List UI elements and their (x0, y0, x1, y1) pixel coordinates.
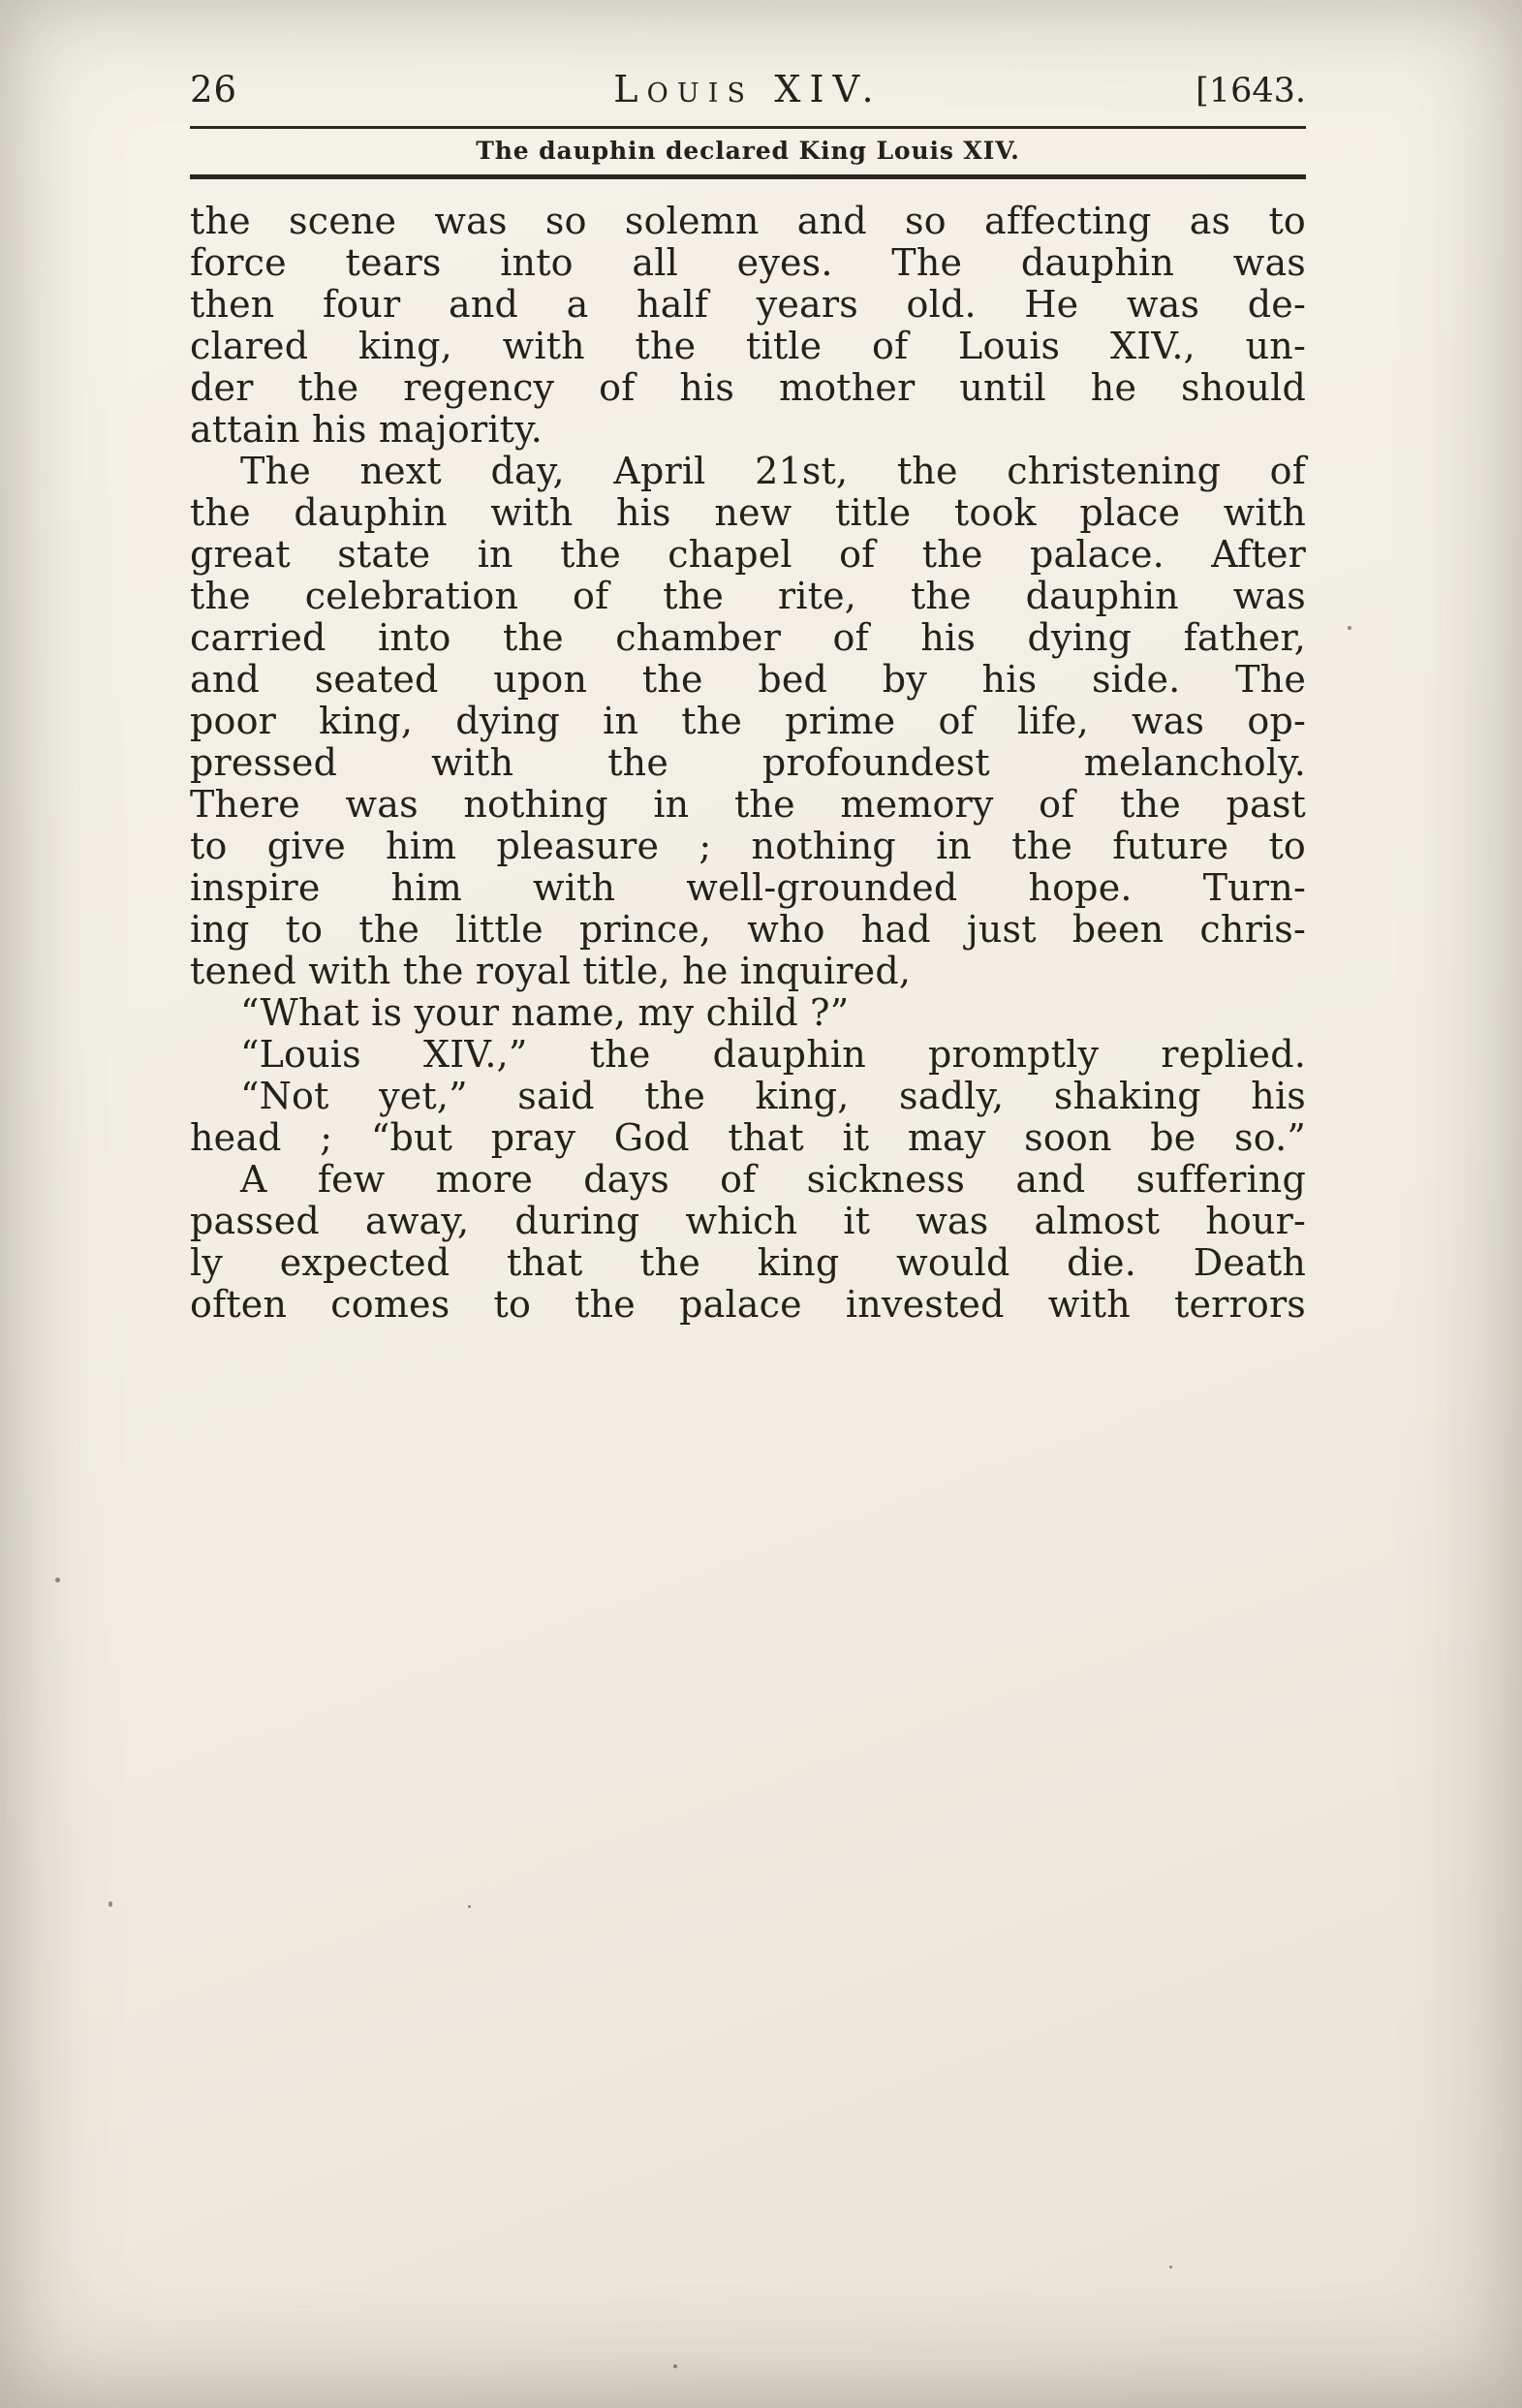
text-line: The next day, April 21st, the christening of (240, 450, 1306, 492)
text-line: to give him pleasure ; nothing in the future to (190, 825, 1306, 867)
paragraph (190, 1076, 1306, 1159)
text-line: often comes to the palace invested with terrors (190, 1283, 1306, 1326)
text-line: ing to the little prince, who had just been chris- (190, 908, 1306, 951)
text-line: the celebration of the rite, the dauphin was (190, 575, 1306, 617)
text-line: carried into the chamber of his dying father, (190, 616, 1306, 659)
text-line: inspire him with well-grounded hope. Turn- (190, 866, 1306, 909)
scan-speck (673, 2364, 677, 2368)
text-line: A few more days of sickness and suffering (240, 1158, 1306, 1201)
header-rule-thick (190, 174, 1306, 179)
page-header (190, 68, 1306, 110)
scan-speck (109, 1901, 112, 1907)
text-line: der the regency of his mother until he should (190, 366, 1306, 409)
text-line: head ; “but pray God that it may soon be so.” (190, 1116, 1306, 1159)
text-line: attain his majority. (190, 408, 544, 451)
text-line: There was nothing in the memory of the past (190, 783, 1306, 826)
text-line: and seated upon the bed by his side. The (190, 658, 1306, 701)
text-line: the dauphin with his new title took place with (190, 491, 1306, 534)
text-block (190, 68, 1306, 1326)
scan-speck (55, 1578, 60, 1582)
text-line: “Louis XIV.,” the dauphin promptly replied. (240, 1033, 1306, 1076)
text-line: force tears into all eyes. The dauphin was (190, 241, 1306, 284)
text-line: “What is your name, my child ?” (240, 991, 850, 1034)
running-title: Louis XIV. (613, 68, 883, 110)
header-rule-thin (190, 126, 1306, 129)
folio-year: [1643. (1196, 72, 1306, 110)
chapter-running-head: The dauphin declared King Louis XIV. (476, 137, 1020, 165)
text-line: pressed with the profoundest melancholy. (190, 741, 1306, 784)
scan-speck (1169, 2266, 1172, 2268)
text-line: ly expected that the king would die. Death (190, 1241, 1306, 1284)
paragraph (190, 201, 1306, 451)
text-line: tened with the royal title, he inquired, (190, 950, 912, 992)
scan-speck (1348, 626, 1351, 630)
paragraph (190, 1159, 1306, 1326)
paragraph (190, 451, 1306, 992)
text-line: then four and a half years old. He was de- (190, 283, 1306, 326)
paragraph (190, 992, 1306, 1034)
text-line: “Not yet,” said the king, sadly, shaking his (240, 1075, 1306, 1117)
text-line: poor king, dying in the prime of life, was op- (190, 700, 1306, 742)
scan-speck (468, 1905, 471, 1908)
text-line: the scene was so solemn and so affecting as to (190, 200, 1306, 242)
page-body-text (190, 201, 1306, 1326)
paragraph (190, 1034, 1306, 1076)
text-line: clared king, with the title of Louis XIV., un- (190, 325, 1306, 367)
text-line: great state in the chapel of the palace. After (190, 533, 1306, 576)
text-line: passed away, during which it was almost hour- (190, 1200, 1306, 1242)
page-number: 26 (190, 69, 238, 110)
